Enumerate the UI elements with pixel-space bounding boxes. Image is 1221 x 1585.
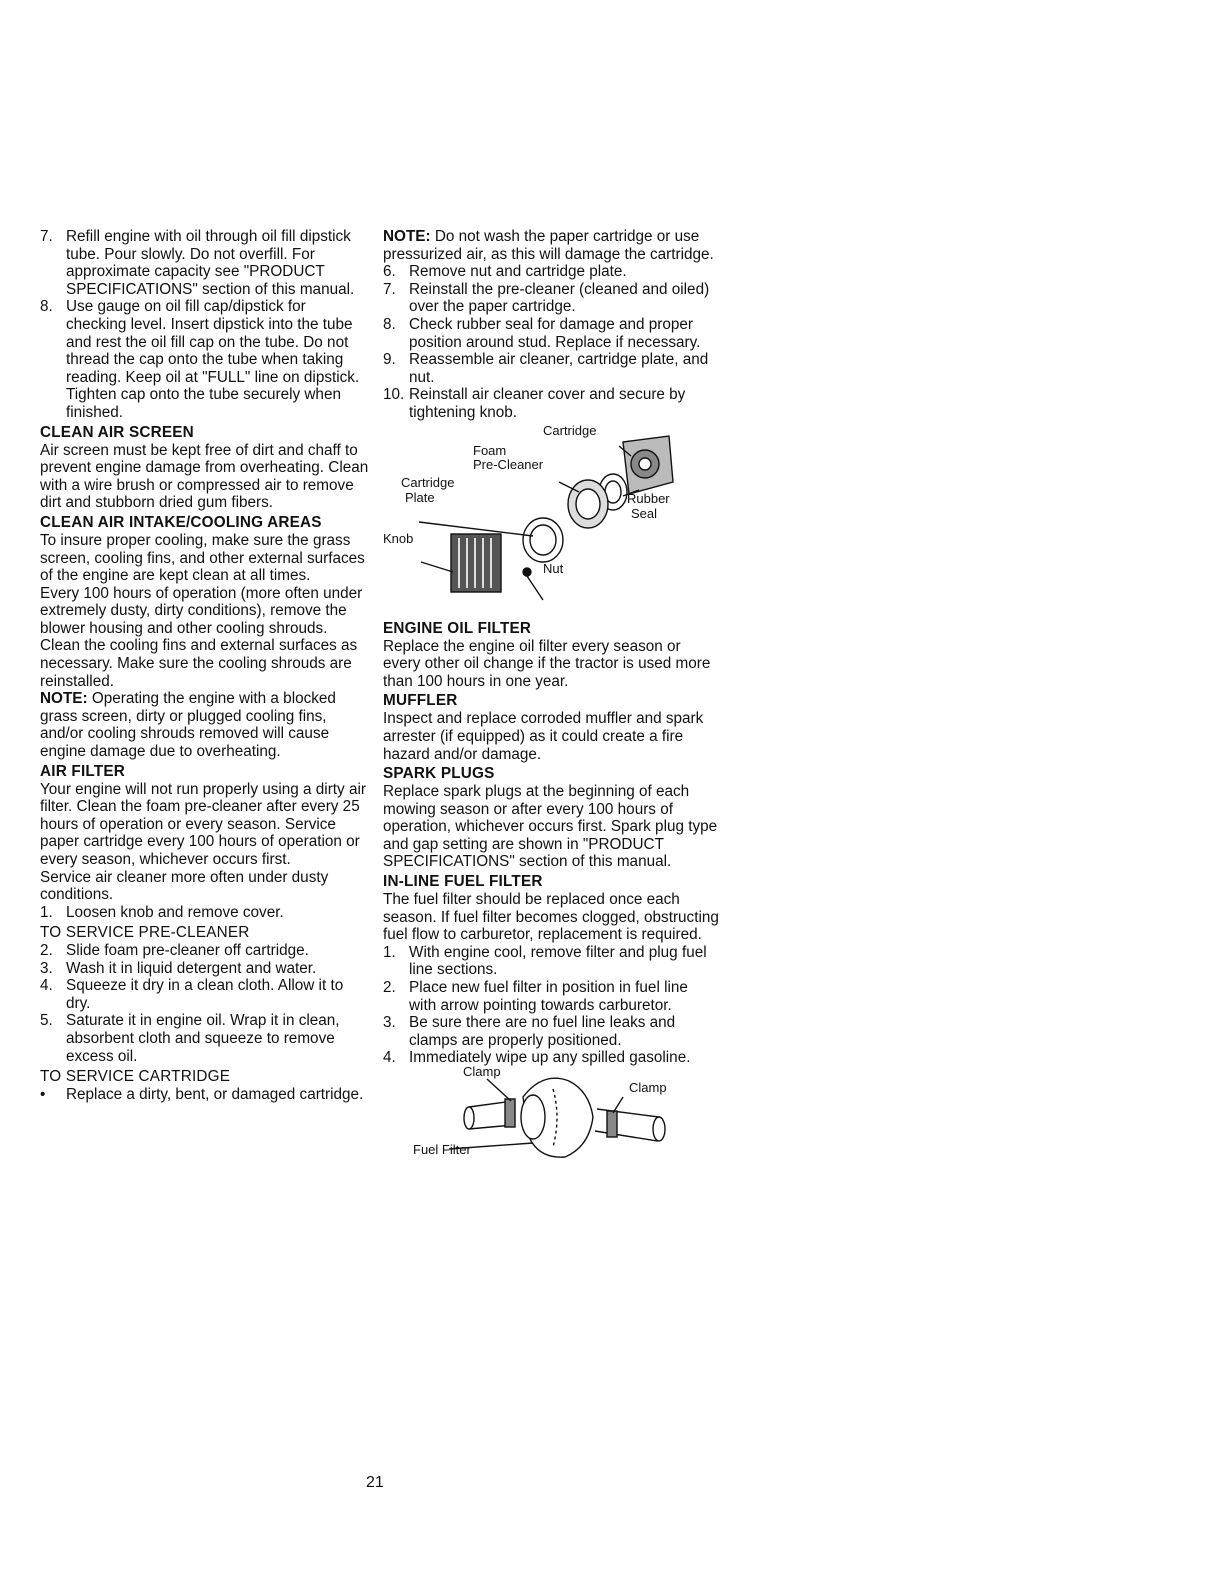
note-paragraph (40, 690, 370, 760)
note-paragraph (383, 228, 719, 263)
label-nut: Nut (543, 560, 564, 576)
label-cartridge: Cartridge (543, 422, 597, 438)
list-item (40, 1012, 370, 1065)
list-text: Refill engine with oil through oil fill dipstick tube. Pour slowly. Do not overfill. For approximate capacity see "PRODUCT SPECIFICATIONS" section of this manual. (66, 228, 355, 298)
section-heading-intake-cooling: CLEAN AIR INTAKE/COOLING AREAS (40, 513, 322, 531)
list-item (40, 977, 370, 1012)
list-item (383, 281, 719, 316)
list-number: 7. (383, 280, 396, 298)
list-item (383, 1014, 719, 1049)
list-number: 1. (40, 903, 53, 921)
label-knob: Knob (383, 530, 414, 546)
bullet-item (40, 1086, 370, 1104)
list-number: 2. (383, 979, 396, 997)
subheading-pre-cleaner: TO SERVICE PRE-CLEANER (40, 924, 250, 942)
label-seal: Seal (631, 505, 658, 521)
list-item (383, 386, 719, 421)
paragraph: The fuel filter should be replaced once each season. If fuel filter becomes clogged, obstructing fuel flow to carburetor, replacement is required. (383, 891, 719, 944)
label-pre-cleaner: Pre-Cleaner (473, 456, 544, 472)
bullet-glyph: • (40, 1085, 46, 1103)
list-text: Check rubber seal for damage and proper position around stud. Replace if necessary. (409, 315, 701, 351)
label-rubber: Rubber (627, 490, 670, 506)
list-number: 8. (383, 315, 396, 333)
list-number: 7. (40, 228, 53, 245)
list-text: With engine cool, remove filter and plug fuel line sections. (409, 943, 707, 979)
list-item (40, 298, 370, 421)
note-text: Do not wash the paper cartridge or use pressurized air, as this will damage the cartridge. (383, 228, 714, 263)
air-cleaner-illustration (383, 422, 719, 618)
note-label: NOTE: (383, 228, 431, 245)
list-text: Replace a dirty, bent, or damaged cartridge. (66, 1085, 364, 1103)
paragraph: Your engine will not run properly using a dirty air filter. Clean the foam pre-cleaner after every 25 hours of operation or every season. Service paper cartridge every 100 hours of operation or every season, whichever occurs first. (40, 780, 366, 868)
list-item (383, 316, 719, 351)
list-text: Slide foam pre-cleaner off cartridge. (66, 941, 309, 959)
section-heading-muffler: MUFFLER (383, 692, 458, 710)
air-cleaner-diagram (383, 422, 719, 618)
list-number: 2. (40, 941, 53, 959)
list-number: 3. (383, 1014, 396, 1032)
list-text: Saturate it in engine oil. Wrap it in clean, absorbent cloth and squeeze to remove excess oil. (66, 1012, 340, 1065)
note-label: NOTE: (40, 690, 88, 708)
label-cartridge-plate-2: Plate (405, 489, 435, 505)
section-heading-air-filter: AIR FILTER (40, 762, 125, 780)
list-item (383, 351, 719, 386)
right-column (383, 228, 719, 1167)
list-item (40, 942, 370, 960)
section-heading-spark-plugs: SPARK PLUGS (383, 765, 495, 783)
paragraph: Every 100 hours of operation (more often under extremely dusty, dirty conditions), remove the blower housing and other cooling shrouds. Clean the cooling fins and external surfaces as necessary. Make sure the cooling shrouds are reinstalled. (40, 584, 363, 690)
list-number: 5. (40, 1012, 53, 1030)
list-text: Place new fuel filter in position in fuel line with arrow pointing towards carburetor. (409, 979, 688, 1014)
fuel-filter-diagram (383, 1064, 719, 1167)
list-text: Immediately wipe up any spilled gasoline. (409, 1049, 691, 1067)
list-number: 9. (383, 351, 396, 369)
list-item (383, 263, 719, 281)
subheading-cartridge: TO SERVICE CARTRIDGE (40, 1068, 231, 1086)
list-item (40, 960, 370, 978)
paragraph: Air screen must be kept free of dirt and chaff to prevent engine damage from overheating. Clean with a wire brush or compressed air to remove dirt and stubborn dried gum fibers. (40, 441, 369, 512)
list-text: Use gauge on oil fill cap/dipstick for checking level. Insert dipstick into the tube and rest the oil fill cap on the tube. Do not thread the cap onto the tube when taking reading. Keep oil at "FULL" line on dipstick. Tighten cap onto the tube securely when finished. (66, 298, 360, 421)
label-clamp-right: Clamp (629, 1080, 667, 1095)
label-clamp-left: Clamp (463, 1064, 501, 1079)
label-foam: Foam (473, 442, 507, 458)
section-heading-clean-air-screen: CLEAN AIR SCREEN (40, 423, 194, 441)
list-number: 4. (40, 977, 53, 995)
list-text: Be sure there are no fuel line leaks and clamps are properly positioned. (409, 1014, 676, 1049)
list-text: Squeeze it dry in a clean cloth. Allow it to dry. (66, 977, 344, 1012)
list-text: Wash it in liquid detergent and water. (66, 959, 317, 977)
page-number: 21 (366, 1474, 384, 1491)
list-item (383, 944, 719, 979)
list-number: 1. (383, 943, 396, 961)
list-text: Reinstall air cleaner cover and secure by tightening knob. (409, 386, 686, 421)
paragraph: To insure proper cooling, make sure the grass screen, cooling fins, and other external surfaces of the engine are kept clean at all times. (40, 531, 365, 585)
section-heading-engine-oil-filter: ENGINE OIL FILTER (383, 619, 532, 637)
paragraph: Replace the engine oil filter every season or every other oil change if the tractor is used more than 100 hours in one year. (383, 637, 711, 690)
left-column (40, 228, 370, 1103)
list-text: Reassemble air cleaner, cartridge plate, and nut. (409, 351, 709, 386)
note-text: Operating the engine with a blocked grass screen, dirty or plugged cooling fins, and/or cooling shrouds removed will cause engine damage due to overheating. (40, 690, 336, 761)
list-text: Reinstall the pre-cleaner (cleaned and oiled) over the paper cartridge. (409, 280, 710, 316)
list-item (40, 228, 370, 298)
list-item (40, 904, 370, 922)
list-number: 4. (383, 1049, 396, 1067)
paragraph: Service air cleaner more often under dusty conditions. (40, 868, 329, 904)
list-number: 10. (383, 386, 405, 404)
list-text: Remove nut and cartridge plate. (409, 263, 627, 281)
paragraph: Inspect and replace corroded muffler and spark arrester (if equipped) as it could create a fire hazard and/or damage. (383, 710, 704, 763)
list-text: Loosen knob and remove cover. (66, 903, 284, 921)
list-item (383, 979, 719, 1014)
section-heading-fuel-filter: IN-LINE FUEL FILTER (383, 873, 543, 891)
list-number: 3. (40, 959, 53, 977)
paragraph: Replace spark plugs at the beginning of each mowing season or after every 100 hours of operation, whichever occurs first. Spark plug type and gap setting are shown in "PRODUCT SPECIFICATIONS" section of this manual. (383, 783, 718, 871)
list-item (383, 1049, 719, 1067)
list-number: 6. (383, 263, 396, 281)
list-number: 8. (40, 298, 53, 316)
label-fuel-filter: Fuel Filter (413, 1142, 471, 1157)
label-cartridge-plate-1: Cartridge (401, 474, 455, 490)
